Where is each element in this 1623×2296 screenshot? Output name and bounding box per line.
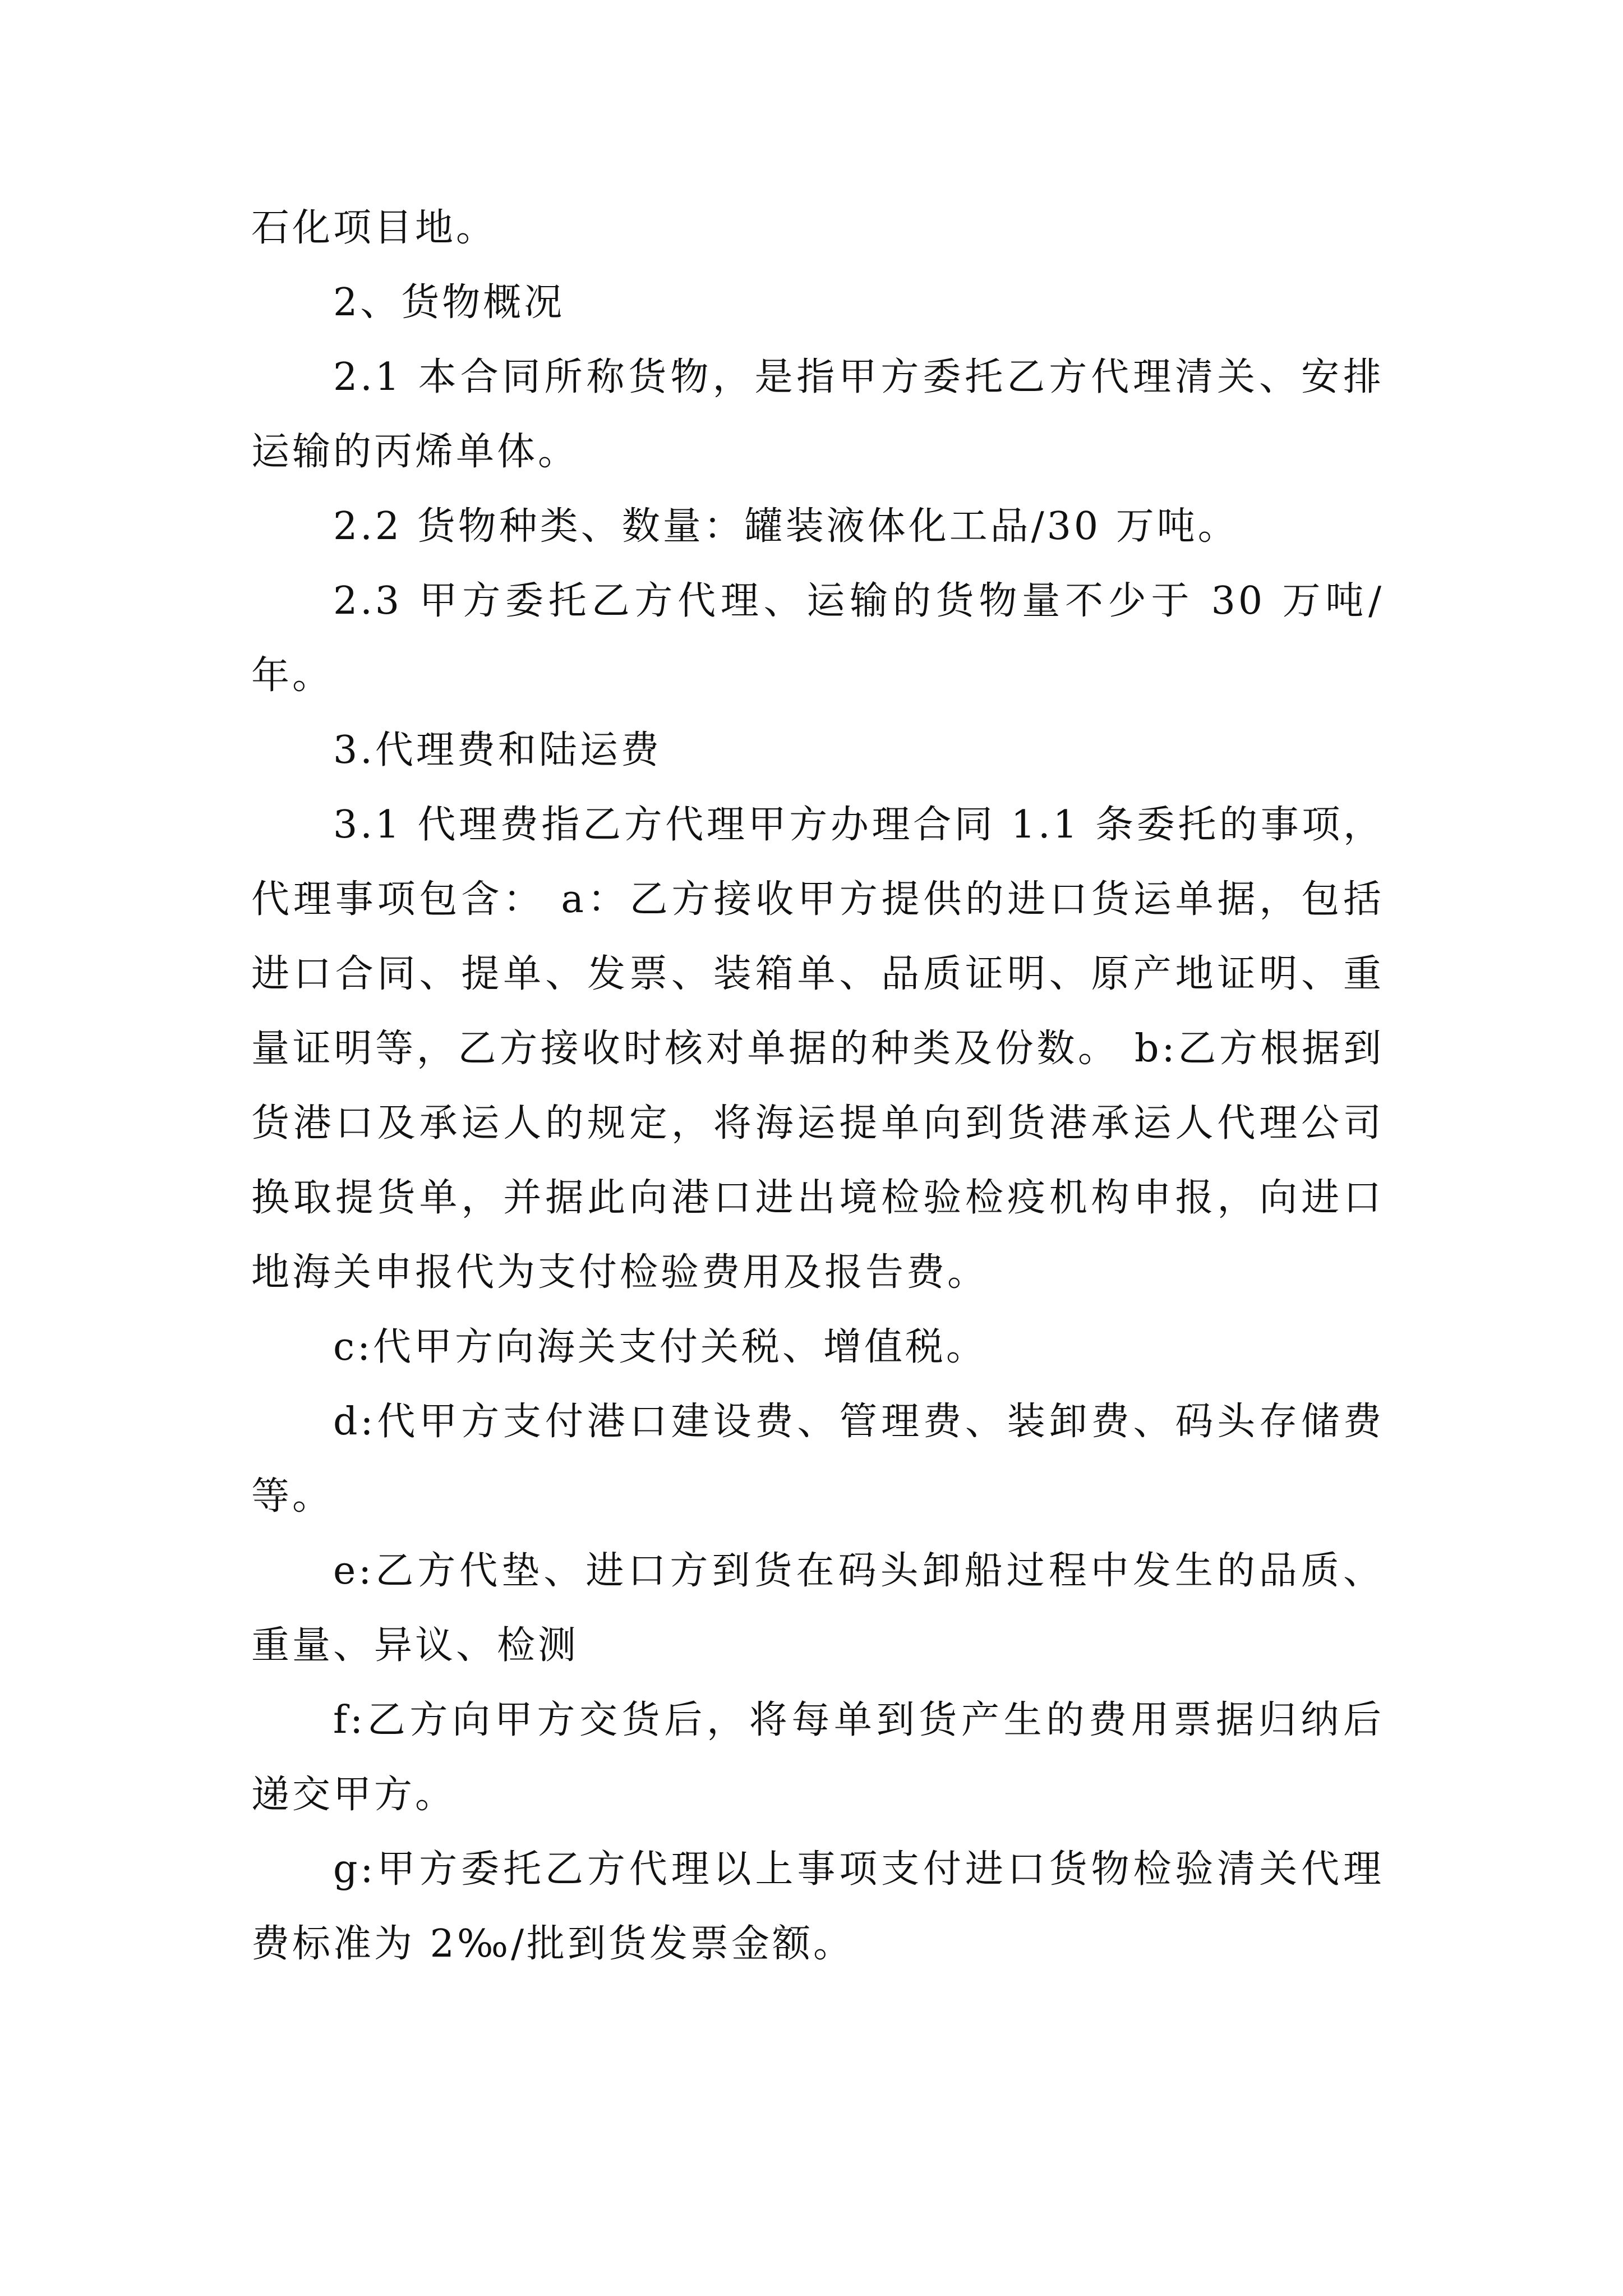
clause-2-2: 2.2 货物种类、数量：罐装液体化工品/30 万吨。 [333, 504, 1239, 549]
clause-2-3: 2.3 甲方委托乙方代理、运输的货物量不少于 30 万吨/年。 [251, 579, 1384, 698]
item-f: f:乙方向甲方交货后，将每单到货产生的费用票据归纳后递交甲方。 [251, 1698, 1384, 1817]
item-c: c:代甲方向海关支付关税、增值税。 [333, 1325, 987, 1369]
clause-2-1: 2.1 本合同所称货物，是指甲方委托乙方代理清关、安排运输的丙烯单体。 [251, 355, 1384, 474]
item-d: d:代甲方支付港口建设费、管理费、装卸费、码头存储费等。 [251, 1400, 1384, 1519]
section-heading-fees: 3.代理费和陆运费 [333, 728, 662, 772]
section-heading-goods-overview: 2、货物概况 [333, 280, 565, 325]
paragraph-continuation: 石化项目地。 [251, 206, 497, 250]
item-g: g:甲方委托乙方代理以上事项支付进口货物检验清关代理费标准为 2‰/批到货发票金额。 [251, 1847, 1384, 1966]
clause-3-1: 3.1 代理费指乙方代理甲方办理合同 1.1 条委托的事项，代理事项包含： a：乙方接收甲方提供的进口货运单据，包括进口合同、提单、发票、装箱单、品质证明、原产地证明、重量证明等，乙方接收时核对单据的种类及份数。 b:乙方根据到货港口及承运人的规定，将海运提单向到货港承运人代理公司换取提货单，并据此向港口进出境检验检疫机构申报，向进口地海关申报代为支付检验费用及报告费。 [251, 803, 1384, 1295]
document-body [251, 191, 1384, 1981]
item-e: e:乙方代垫、进口方到货在码头卸船过程中发生的品质、重量、异议、检测 [251, 1549, 1384, 1668]
